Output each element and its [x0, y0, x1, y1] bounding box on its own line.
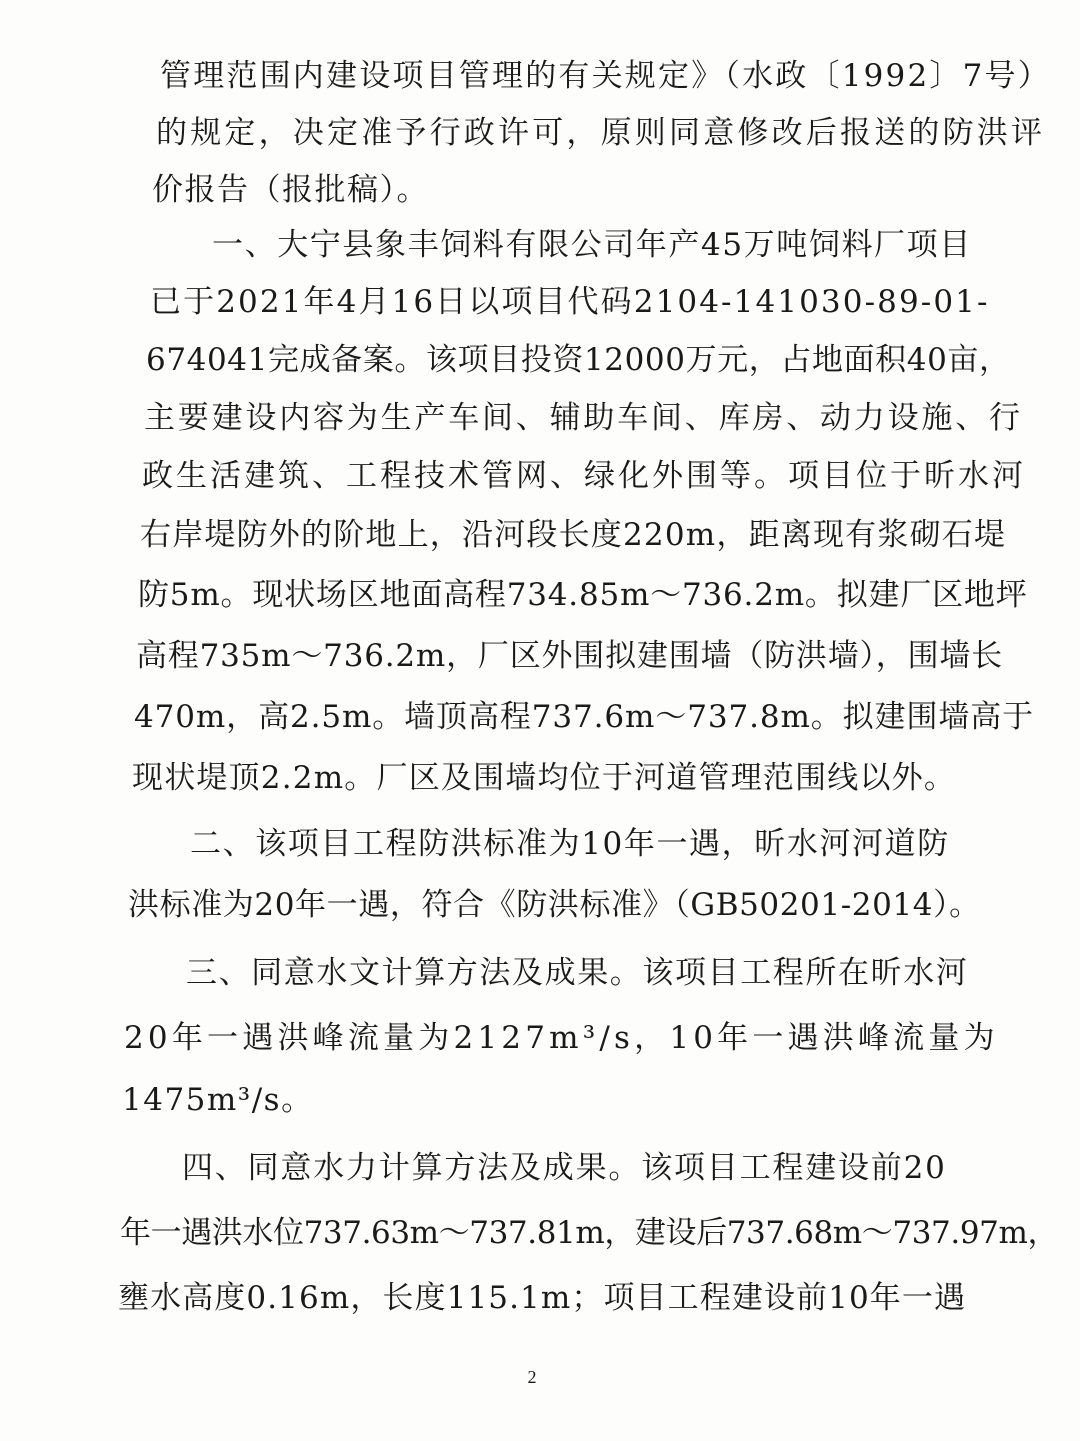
text-line-21: 壅水高度0.16m，长度115.1m；项目工程建设前10年一遇 — [118, 1280, 967, 1316]
page-number: 2 — [527, 1367, 537, 1387]
text-line-5: 已于2021年4月16日以项目代码2104-141030-89-01- — [150, 284, 990, 320]
text-line-15: 洪标准为20年一遇，符合《防洪标准》（GB50201-2014）。 — [128, 887, 981, 923]
text-line-9: 右岸堤防外的阶地上，沿河段长度220m，距离现有浆砌石堤 — [140, 517, 1007, 553]
text-line-7: 主要建设内容为生产车间、辅助车间、库房、动力设施、行 — [144, 400, 1023, 436]
text-line-2: 的规定，决定准予行政许可，原则同意修改后报送的防洪评 — [156, 115, 1046, 151]
text-line-4: 一、大宁县象丰饲料有限公司年产45万吨饲料厂项目 — [212, 227, 972, 263]
text-line-6: 674041完成备案。该项目投资12000万元，占地面积40亩， — [146, 342, 1011, 378]
text-line-11: 高程735m～736.2m，厂区外围拟建围墙（防洪墙），围墙长 — [136, 638, 1004, 674]
text-line-8: 政生活建筑、工程技术管网、绿化外围等。项目位于昕水河 — [142, 458, 1026, 494]
text-line-12: 470m，高2.5m。墙顶高程737.6m～737.8m。拟建围墙高于 — [134, 699, 1035, 735]
text-line-10: 防5m。现状场区地面高程734.85m～736.2m。拟建厂区地坪 — [138, 577, 1028, 613]
text-line-16: 三、同意水文计算方法及成果。该项目工程所在昕水河 — [186, 955, 969, 991]
text-line-14: 二、该项目工程防洪标准为10年一遇，昕水河河道防 — [190, 826, 950, 862]
text-line-17: 20年一遇洪峰流量为2127m³/s，10年一遇洪峰流量为 — [124, 1020, 999, 1056]
text-line-1: 管理范围内建设项目管理的有关规定》（水政〔1992〕7号） — [160, 58, 1051, 94]
text-line-3: 价报告（报批稿）。 — [152, 172, 429, 208]
text-line-19: 四、同意水力计算方法及成果。该项目工程建设前20 — [182, 1150, 947, 1186]
text-line-20: 年一遇洪水位737.63m～737.81m，建设后737.68m～737.97m， — [120, 1215, 1059, 1251]
text-line-13: 现状堤顶2.2m。厂区及围墙均位于河道管理范围线以外。 — [132, 760, 957, 796]
text-line-18: 1475m³/s。 — [122, 1082, 314, 1118]
